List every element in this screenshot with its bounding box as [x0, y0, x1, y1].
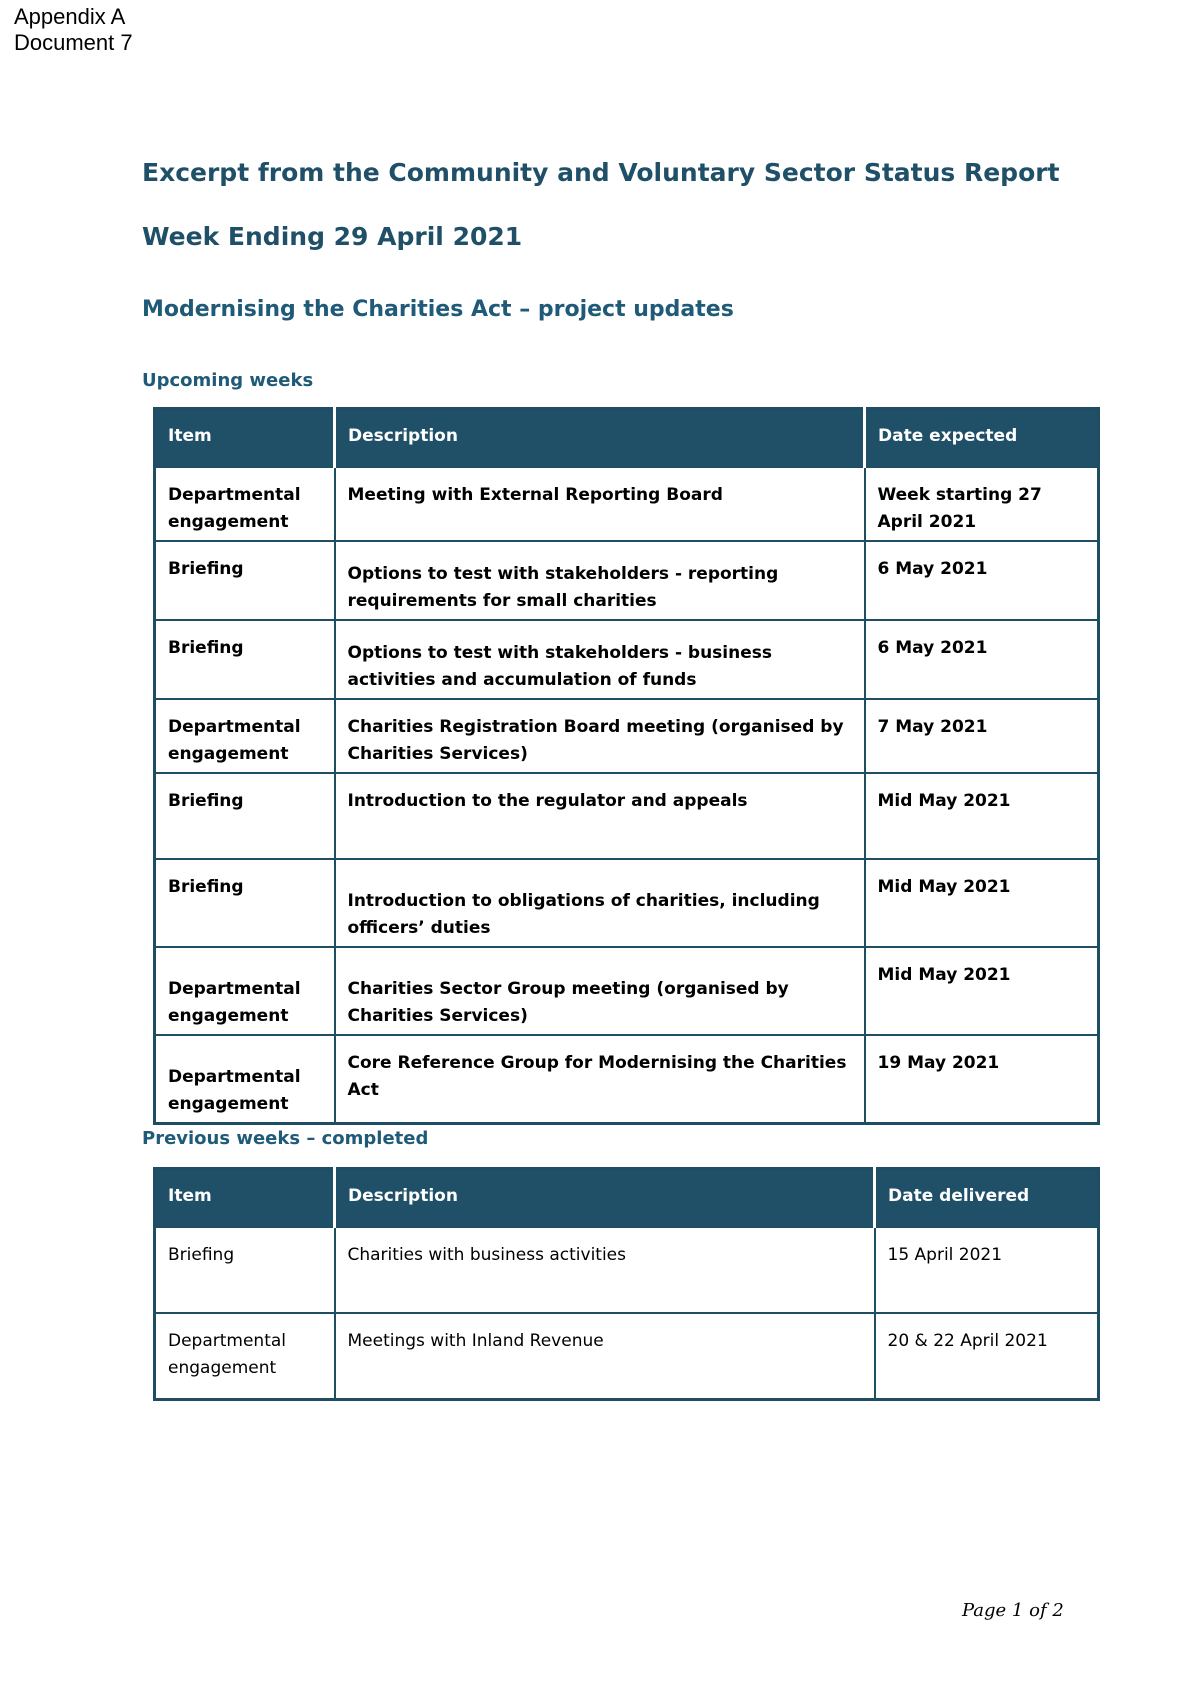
item-cell: Departmental engagement	[155, 699, 335, 773]
item-cell: Departmental engagement	[155, 467, 335, 541]
table-row	[155, 620, 1099, 699]
table-row	[155, 699, 1099, 773]
item-cell: Departmental engagement	[155, 1313, 335, 1399]
description-cell: Charities Registration Board meeting (organised by Charities Services)	[335, 699, 865, 773]
description-text: Charities Sector Group meeting (organised by Charities Services)	[347, 979, 789, 1026]
report-title: Excerpt from the Community and Voluntary Sector Status Report	[142, 158, 1060, 187]
table-row	[155, 1313, 1099, 1399]
previous-weeks-table	[153, 1167, 1100, 1401]
item-text: Departmental engagement	[168, 1067, 301, 1114]
item-text: Departmental engagement	[168, 979, 301, 1026]
item-cell: Briefing	[155, 773, 335, 859]
previous-weeks-label: Previous weeks – completed	[142, 1128, 429, 1149]
description-cell	[335, 620, 865, 699]
description-cell: Core Reference Group for Modernising the Charities Act	[335, 1035, 865, 1124]
date-cell: Mid May 2021	[865, 859, 1099, 947]
week-ending-title: Week Ending 29 April 2021	[142, 222, 523, 251]
description-cell: Meetings with Inland Revenue	[335, 1313, 875, 1399]
table-header-row	[155, 409, 1099, 468]
item-cell: Briefing	[155, 620, 335, 699]
description-cell: Meeting with External Reporting Board	[335, 467, 865, 541]
upcoming-weeks-table	[153, 407, 1100, 1125]
column-header-date: Date delivered	[875, 1169, 1099, 1228]
date-cell: Mid May 2021	[865, 947, 1099, 1035]
page-header	[14, 4, 133, 56]
table-row	[155, 1227, 1099, 1313]
description-cell: Introduction to the regulator and appeals	[335, 773, 865, 859]
column-header-description: Description	[335, 409, 865, 468]
column-header-item: Item	[155, 1169, 335, 1228]
column-header-date: Date expected	[865, 409, 1099, 468]
date-cell: Mid May 2021	[865, 773, 1099, 859]
item-cell: Briefing	[155, 1227, 335, 1313]
date-cell: 19 May 2021	[865, 1035, 1099, 1124]
column-header-description: Description	[335, 1169, 875, 1228]
date-cell: 15 April 2021	[875, 1227, 1099, 1313]
date-cell: 6 May 2021	[865, 541, 1099, 620]
item-cell	[155, 1035, 335, 1124]
table-row	[155, 467, 1099, 541]
document-label: Document 7	[14, 30, 133, 55]
date-cell: Week starting 27 April 2021	[865, 467, 1099, 541]
appendix-label: Appendix A	[14, 4, 126, 29]
table-row	[155, 1035, 1099, 1124]
table-row	[155, 541, 1099, 620]
upcoming-weeks-label: Upcoming weeks	[142, 370, 314, 391]
column-header-item: Item	[155, 409, 335, 468]
description-text: Options to test with stakeholders - business activities and accumulation of funds	[347, 643, 773, 690]
table-row	[155, 773, 1099, 859]
table-row	[155, 859, 1099, 947]
description-cell	[335, 859, 865, 947]
item-cell	[155, 947, 335, 1035]
table-row	[155, 947, 1099, 1035]
page-number: Page 1 of 2	[962, 1600, 1064, 1621]
date-cell: 7 May 2021	[865, 699, 1099, 773]
section-heading: Modernising the Charities Act – project updates	[142, 297, 734, 322]
description-cell: Charities with business activities	[335, 1227, 875, 1313]
description-text: Introduction to obligations of charities, including officers’ duties	[347, 891, 820, 938]
item-cell: Briefing	[155, 859, 335, 947]
description-text: Options to test with stakeholders - reporting requirements for small charities	[347, 564, 779, 611]
description-cell	[335, 541, 865, 620]
description-cell	[335, 947, 865, 1035]
table-header-row	[155, 1169, 1099, 1228]
date-cell: 20 & 22 April 2021	[875, 1313, 1099, 1399]
date-cell: 6 May 2021	[865, 620, 1099, 699]
item-cell: Briefing	[155, 541, 335, 620]
